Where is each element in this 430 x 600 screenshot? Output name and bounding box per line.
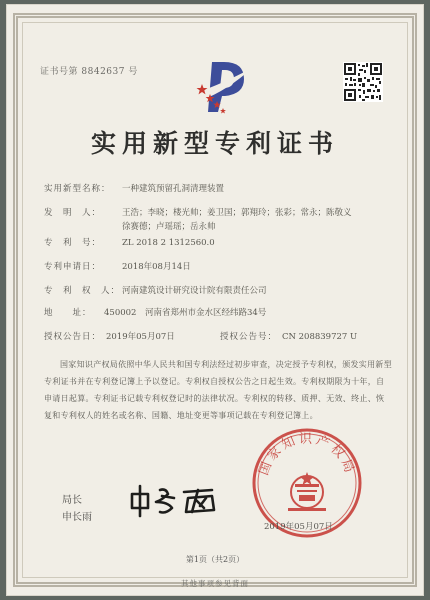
field-inventor-label: 发 明 人： xyxy=(44,208,102,218)
cnipa-logo-icon xyxy=(192,54,258,120)
field-announce-number-label: 授权公告号： xyxy=(220,332,278,342)
field-grant-date-value: 2019年05月07日 xyxy=(106,332,175,342)
field-inventor-value-2: 徐赛德；卢瑶瑶；岳永帅 xyxy=(122,222,216,232)
certificate-body-text: 国家知识产权局依照中华人民共和国专利法经过初步审查，决定授予专利权，颁发实用新型专利证书并在专利登记簿上予以登记。专利权自授权公告之日起生效。专利权期限为十年，自申请日起算。专利证书记载专利权登记时的法律状况。专利权的转移、质押、无效、终止、恢复和专利权人的姓名或名称、国籍、地址变更等事项记载在专利登记簿上。 xyxy=(44,360,392,420)
certificate-number-value: 8842637 xyxy=(81,67,125,77)
certificate-number xyxy=(40,64,138,77)
field-grant-date xyxy=(44,330,394,344)
certificate-number-label: 证书号第 xyxy=(40,67,79,77)
certificate-sheet xyxy=(6,4,424,596)
certificate-number-suffix: 号 xyxy=(128,67,138,77)
field-filing-date-value: 2018年08月14日 xyxy=(122,262,191,272)
field-filing-date-label: 专利申请日： xyxy=(44,262,102,272)
director-signature-icon xyxy=(126,482,230,518)
field-name-label: 实用新型名称： xyxy=(44,184,111,194)
field-filing-date xyxy=(44,260,394,274)
field-name xyxy=(44,182,394,196)
seal-text: 国家知识产权局 xyxy=(256,432,358,478)
field-owner-value: 河南建筑设计研究设计院有限责任公司 xyxy=(122,286,267,296)
qr-code-icon xyxy=(343,62,383,102)
field-patent-number-value: ZL 2018 2 1312560.0 xyxy=(122,238,215,248)
field-inventor-value-1: 王浩；李晓；楼光帅；姜卫国；郭翔玲；张彩；常永；陈敬义 xyxy=(122,208,352,218)
page-number: 第1页（共2页） xyxy=(185,555,245,564)
field-inventor xyxy=(44,206,394,234)
field-owner xyxy=(44,284,394,298)
field-grant-date-label: 授权公告日： xyxy=(44,332,102,342)
field-owner-label: 专 利 权 人： xyxy=(44,286,121,296)
field-announce-number-value: CN 208839727 U xyxy=(282,332,358,342)
svg-text:国家知识产权局 xyxy=(257,432,358,478)
footer-note: 其他事项参见背面 xyxy=(181,579,249,588)
field-name-value: 一种建筑预留孔洞清理装置 xyxy=(122,184,225,194)
seal-date: 2019年05月07日 xyxy=(264,522,333,532)
field-patent-number-label: 专 利 号： xyxy=(44,238,102,248)
field-address-label: 地 址： xyxy=(44,308,92,318)
certificate-title: 实用新型专利证书 xyxy=(90,129,339,158)
director-title: 局长 xyxy=(62,495,82,506)
field-patent-number xyxy=(44,236,394,250)
field-address xyxy=(44,306,394,320)
field-address-value: 450002 河南省郑州市金水区经纬路34号 xyxy=(104,308,267,318)
director-name: 申长雨 xyxy=(62,512,92,523)
